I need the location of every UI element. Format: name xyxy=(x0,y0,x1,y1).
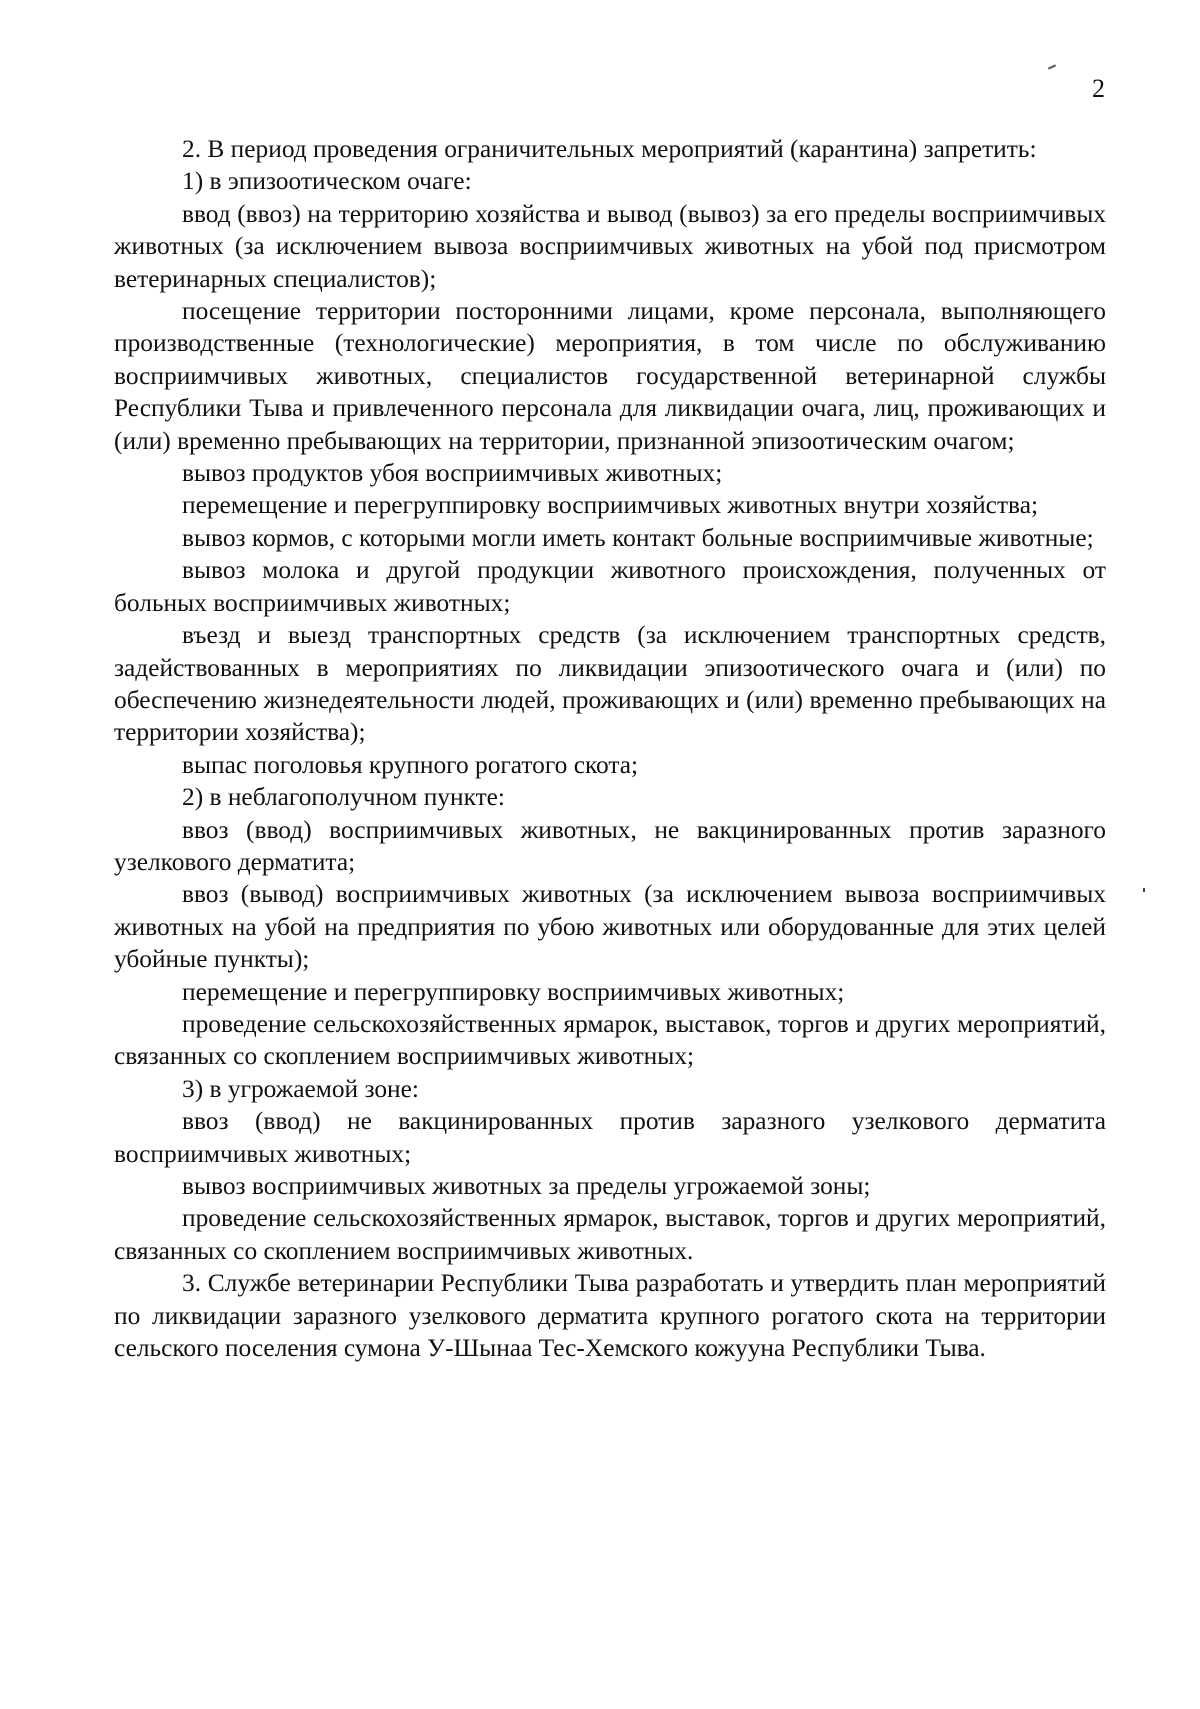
paragraph: проведение сельскохозяйственных ярмарок, выставок, торгов и других мероприятий, связанных со скоплением восприимчивых животных. xyxy=(114,1204,1106,1265)
paragraph: ввоз (вывод) восприимчивых животных (за исключением вывоза восприимчивых животных на убой на предприятия по убою животных или оборудованные для этих целей убойные пункты); xyxy=(114,880,1106,974)
paragraph: вывоз кормов, с которыми могли иметь контакт больные восприимчивые животные; xyxy=(182,523,1094,552)
paragraph: ввоз (ввод) не вакцинированных против заразного узелкового дерматита восприимчивых животных; xyxy=(114,1107,1106,1168)
paragraph: проведение сельскохозяйственных ярмарок, выставок, торгов и других мероприятий, связанных со скоплением восприимчивых животных; xyxy=(114,1009,1106,1071)
paragraph: 2. В период проведения ограничительных мероприятий (карантина) запретить: xyxy=(182,135,1037,163)
paragraph: перемещение и перегруппировку восприимчивых животных внутри хозяйства; xyxy=(182,491,1039,520)
paragraph: ввод (ввоз) на территорию хозяйства и вывод (вывоз) за его пределы восприимчивых животных (за исключением вывоза восприимчивых животных на убой под присмотром ветеринарных специалистов); xyxy=(114,199,1106,293)
paragraph: въезд и выезд транспортных средств (за исключением транспортных средств, задействованных в мероприятиях по ликвидации эпизоотического очага и (или) по обеспечению жизнедеятельности людей, проживающих и (или) временно пребывающих на территории хозяйства); xyxy=(114,621,1106,747)
paragraph: посещение территории посторонними лицами, кроме персонала, выполняющего производственные (технологические) мероприятия, в том числе по обслуживанию восприимчивых животных, специалистов государственной ветеринарной службы Республики Тыва и привлеченного персонала для ликвидации очага, лиц, проживающих и (или) временно пребывающих на территории, признанной эпизоотическим очагом; xyxy=(114,297,1106,455)
document-body xyxy=(114,133,1106,1364)
paragraph: вывоз молока и другой продукции животного происхождения, полученных от больных восприимчивых животных; xyxy=(114,556,1106,617)
enumerated-heading: 2) в неблагополучном пункте: xyxy=(182,783,505,812)
paragraph: 3. Службе ветеринарии Республики Тыва разработать и утвердить план мероприятий по ликвидации заразного узелкового дерматита крупного рогатого скота на территории сельского поселения сумона У-Шынаа Тес-Хемского кожууна Республики Тыва. xyxy=(114,1269,1106,1363)
paragraph: вывоз продуктов убоя восприимчивых животных; xyxy=(182,459,723,488)
scan-artifact-mark xyxy=(1048,64,1056,69)
scan-artifact-dot xyxy=(1143,888,1145,892)
page-number: 2 xyxy=(1092,74,1105,103)
paragraph: перемещение и перегруппировку восприимчивых животных; xyxy=(182,977,845,1006)
paragraph: ввоз (ввод) восприимчивых животных, не вакцинированных против заразного узелкового дерматита; xyxy=(114,815,1106,876)
paragraph: выпас поголовья крупного рогатого скота; xyxy=(182,750,639,779)
paragraph: вывоз восприимчивых животных за пределы угрожаемой зоны; xyxy=(182,1172,871,1200)
enumerated-heading: 3) в угрожаемой зоне: xyxy=(182,1074,419,1103)
enumerated-heading: 1) в эпизоотическом очаге: xyxy=(182,167,472,196)
